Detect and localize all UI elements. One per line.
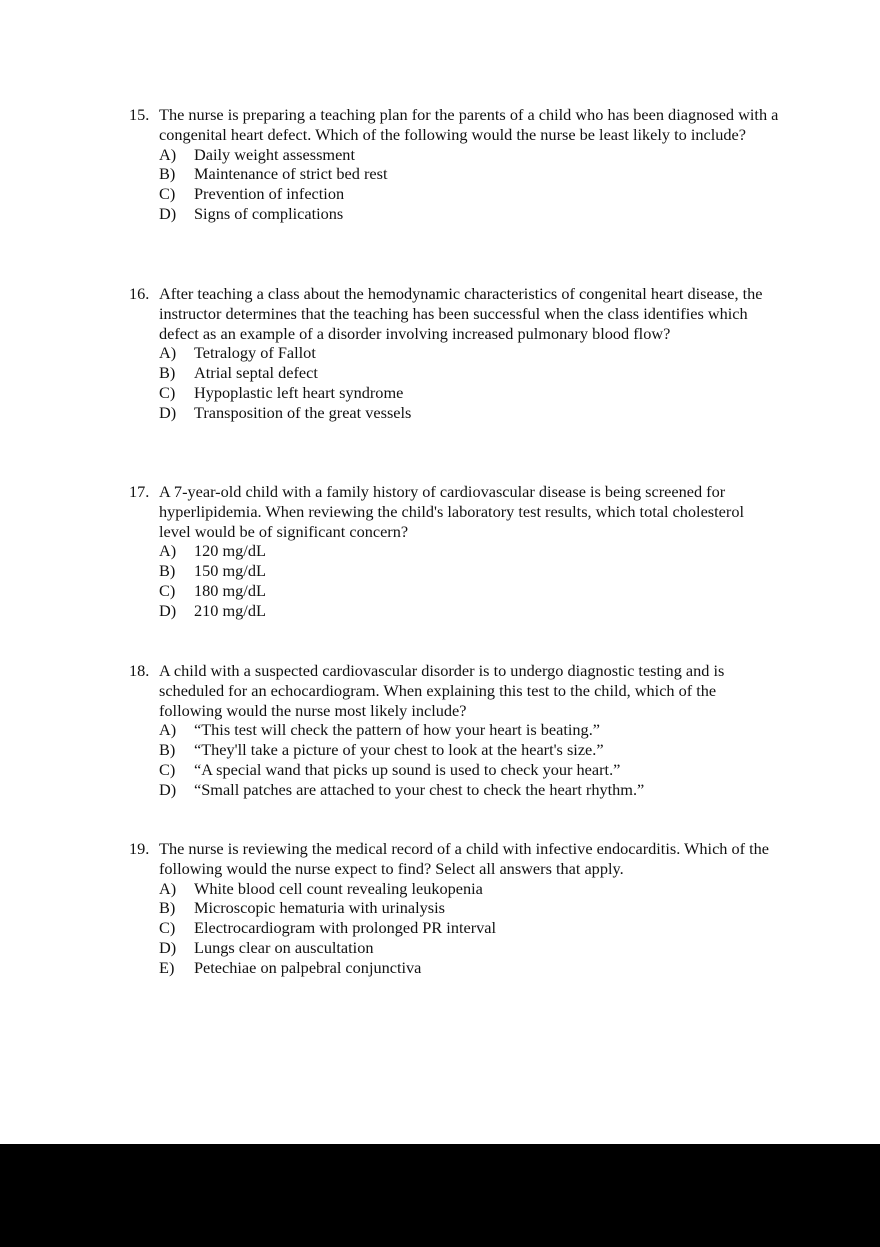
option-text: Signs of complications [194,203,344,223]
option-a [159,541,779,561]
option-label: E) [159,957,175,977]
question-19 [129,839,779,978]
option-a [159,720,779,740]
question-number: 18. [129,661,150,680]
question-text: A child with a suspected cardiovascular disorder is to undergo diagnostic testing and is scheduled for an echocardiogram. When explaining this test to the child, which of the following would the nurse most likely include? [159,661,725,720]
option-label: D) [159,779,177,799]
option-label: B) [159,164,176,184]
question-text: After teaching a class about the hemodynamic characteristics of congenital heart disease, the instructor determines that the teaching has been successful when the class identifies which defect as an example of a disorder involving increased pulmonary blood flow? [159,284,763,343]
option-e [159,958,779,978]
option-text: Prevention of infection [194,184,345,204]
option-text: Petechiae on palpebral conjunctiva [194,957,422,977]
question-17 [129,482,779,621]
option-label: B) [159,898,176,918]
option-text: Tetralogy of Fallot [194,343,316,363]
option-d [159,938,779,958]
option-label: B) [159,561,176,581]
option-text: 180 mg/dL [194,580,266,600]
option-label: C) [159,759,176,779]
option-label: D) [159,402,177,422]
option-label: A) [159,878,177,898]
question-number: 19. [129,839,150,858]
option-label: B) [159,363,176,383]
option-text: 150 mg/dL [194,561,266,581]
question-number: 16. [129,284,150,303]
option-text: “This test will check the pattern of how your heart is beating.” [194,720,600,740]
option-text: Hypoplastic left heart syndrome [194,382,404,402]
option-label: A) [159,720,177,740]
black-bottom-band [0,1144,880,1247]
option-d [159,601,779,621]
option-text: Transposition of the great vessels [194,402,412,422]
option-c [159,581,779,601]
option-label: C) [159,918,176,938]
option-text: White blood cell count revealing leukopenia [194,878,483,898]
option-text: “A special wand that picks up sound is used to check your heart.” [194,759,621,779]
option-text: 120 mg/dL [194,541,266,561]
question-16 [129,284,779,423]
question-number: 15. [129,105,150,124]
option-text: Atrial septal defect [194,363,318,383]
option-b [159,561,779,581]
option-d [159,403,779,423]
option-label: D) [159,600,177,620]
option-label: A) [159,343,177,363]
question-text: The nurse is reviewing the medical record of a child with infective endocarditis. Which of the following would the nurse expect to find? Select all answers that apply. [159,839,770,878]
question-number: 17. [129,482,150,501]
option-text: Daily weight assessment [194,144,355,164]
question-18 [129,661,779,800]
option-label: D) [159,937,177,957]
option-label: C) [159,184,176,204]
option-c [159,383,779,403]
option-a [159,879,779,899]
option-text: Electrocardiogram with prolonged PR interval [194,918,497,938]
option-b [159,363,779,383]
option-a [159,343,779,363]
option-text: Lungs clear on auscultation [194,937,374,957]
option-c [159,184,779,204]
option-text: 210 mg/dL [194,600,266,620]
option-text: “They'll take a picture of your chest to look at the heart's size.” [194,740,604,760]
option-d [159,780,779,800]
option-b [159,898,779,918]
option-c [159,918,779,938]
option-d [159,204,779,224]
option-text: Microscopic hematuria with urinalysis [194,898,445,918]
option-label: D) [159,203,177,223]
option-text: Maintenance of strict bed rest [194,164,388,184]
option-label: A) [159,541,177,561]
option-b [159,740,779,760]
option-a [159,145,779,165]
option-label: B) [159,740,176,760]
option-label: C) [159,580,176,600]
option-c [159,760,779,780]
question-text: A 7-year-old child with a family history of cardiovascular disease is being screened for hyperlipidemia. When reviewing the child's laboratory test results, which total cholesterol level would be of significant concern? [159,482,744,541]
option-label: A) [159,144,177,164]
option-b [159,164,779,184]
option-text: “Small patches are attached to your chest to check the heart rhythm.” [194,779,645,799]
question-text: The nurse is preparing a teaching plan for the parents of a child who has been diagnosed with a congenital heart defect. Which of the following would the nurse be least likely to include? [159,105,779,144]
question-15 [129,105,779,224]
option-label: C) [159,382,176,402]
